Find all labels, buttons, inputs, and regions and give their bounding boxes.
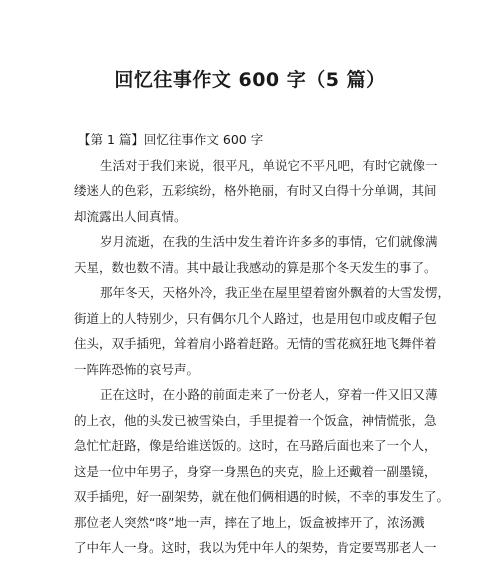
document-title: 回忆往事作文 600 字（5 篇）: [114, 69, 386, 91]
paragraph-line: 的上衣，他的头发已被雪染白，手里提着一个饭盒，神情慌张，急: [74, 412, 437, 428]
paragraph-line: 天星，数也数不清。其中最让我感动的算是那个冬天发生的事了。: [74, 259, 437, 275]
paragraph-line: 了中年人一身。这时，我以为凭中年人的架势，肯定要骂那老人一: [74, 540, 437, 555]
paragraph-line: 双手插兜，好一副架势，就在他们俩相遇的时候，不幸的事发生了。: [74, 489, 450, 504]
paragraph-4: [74, 382, 450, 561]
paragraph-line: 一阵阵恐怖的哀号声。: [74, 361, 200, 377]
paragraph-line: 住头，双手插兜，耸着肩小路着赶路。无情的雪花疯狂地飞舞伴着: [74, 336, 437, 351]
paragraph-line: 那位老人突然“咚”地一声，摔在了地上，饭盒被摔开了，浓汤溅: [74, 514, 425, 530]
section-heading: 【第 1 篇】回忆往事作文 600 字: [78, 132, 264, 147]
paragraph-line: 正在这时，在小路的前面走来了一份老人，穿着一件又旧又薄: [100, 387, 438, 402]
paragraph-line: 生活对于我们来说，很平凡，单说它不平凡吧，有时它就像一: [100, 157, 438, 173]
paragraph-line: 岁月流逝，在我的生活中发生着许许多多的事情，它们就像满: [100, 234, 438, 249]
paragraph-line: 急忙忙赶路，像是给谁送饭的。这时，在马路后面也来了一个人，: [74, 438, 437, 453]
document-body: [74, 127, 451, 561]
paragraph-line: 街道上的人特别少，只有偶尔几个人路过，也是用包巾或皮帽子包: [74, 310, 437, 326]
paragraph-1: [74, 153, 436, 230]
paragraph-2: [74, 229, 436, 280]
paragraph-line: 却流露出人间真情。: [74, 208, 187, 224]
paragraph-line: 这是一位中年男子，身穿一身黑色的夹克，脸上还戴着一副墨镜，: [74, 463, 437, 479]
paragraph-line: 缕迷人的色彩，五彩缤纷，格外艳丽，有时又白得十分单调，其间: [74, 183, 437, 198]
paragraph-line: 那年冬天，天格外冷，我正坐在屋里望着窗外飘着的大雪发愣，: [100, 285, 451, 300]
paragraph-3: [74, 280, 451, 382]
